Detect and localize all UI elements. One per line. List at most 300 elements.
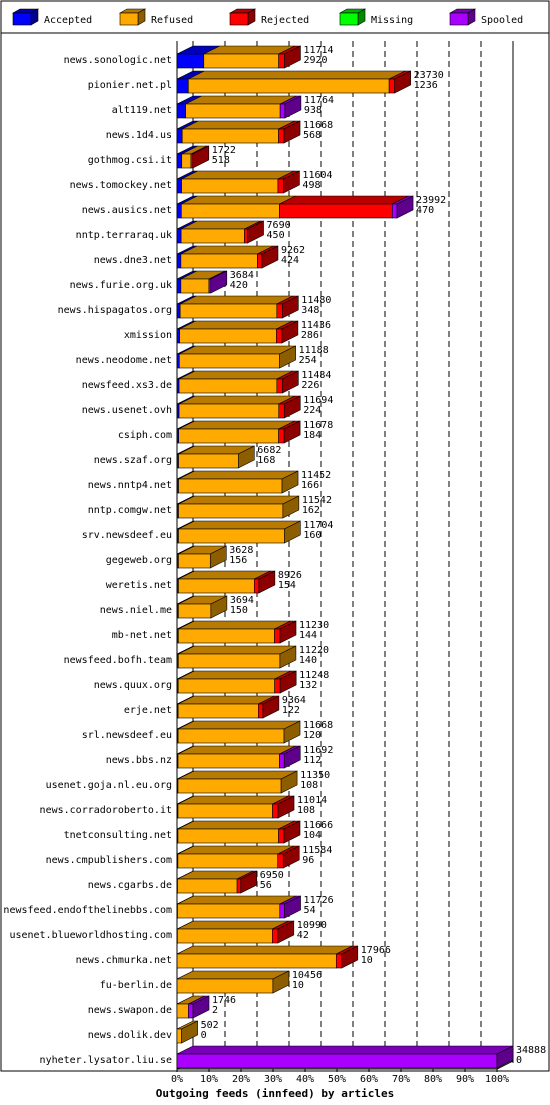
bar-row <box>177 220 291 243</box>
row-labels <box>3 55 172 1066</box>
bar-segment-top-refused <box>186 96 297 104</box>
bar-segment-refused <box>177 904 279 918</box>
bar-total-label: 11484 <box>301 370 332 381</box>
bar-total-label: 23992 <box>416 195 447 206</box>
legend-swatch <box>230 13 248 25</box>
row-label: news.bbs.nz <box>105 755 172 766</box>
row-label: xmission <box>123 330 172 341</box>
bar-total-label: 1722 <box>211 145 236 156</box>
bar-segment-accepted <box>177 304 180 318</box>
row-label: nyheter.lysator.liu.se <box>39 1055 172 1066</box>
bar-segment-rejected <box>279 429 285 443</box>
bar-accepted-label: 156 <box>229 555 248 566</box>
bar-segment-top-refused <box>182 121 294 129</box>
x-tick-label: 100% <box>484 1074 510 1085</box>
row-label: usenet.blueworldhosting.com <box>9 930 172 941</box>
bar-segment-top-refused <box>178 796 289 804</box>
bar-segment-top-refused <box>180 321 293 329</box>
row-label: news.szaf.org <box>93 455 172 466</box>
bar-segment-top-refused <box>179 346 295 354</box>
bar-row <box>177 470 331 493</box>
bar-segment-refused <box>177 929 272 943</box>
bar-total-label: 11350 <box>300 770 331 781</box>
bar-total-label: 11452 <box>301 470 332 481</box>
bar-segment-top-refused <box>178 746 295 754</box>
row-label: news.cgarbs.de <box>87 880 172 891</box>
bar-accepted-label: 424 <box>280 255 300 266</box>
bar-segment-rejected <box>258 704 263 718</box>
bar-row <box>177 70 444 93</box>
bar-accepted-label: 938 <box>303 105 322 116</box>
bar-segment-rejected <box>389 79 395 93</box>
bar-total-label: 6950 <box>259 870 284 881</box>
bar-segment-refused <box>180 304 277 318</box>
bar-segment-accepted <box>177 104 186 118</box>
bar-accepted-label: 112 <box>303 755 322 766</box>
bar-segment-top-refused <box>179 471 299 479</box>
bar-row <box>177 870 284 893</box>
bar-segment-refused <box>178 604 211 618</box>
bar-accepted-label: 168 <box>257 455 276 466</box>
bar-segment-refused <box>182 129 278 143</box>
bar-accepted-label: 0 <box>200 1030 207 1041</box>
row-label: news.hispagatos.org <box>57 305 172 316</box>
bar-row <box>177 520 333 543</box>
bar-row <box>177 620 329 643</box>
bar-segment-accepted <box>177 154 182 168</box>
bar-row <box>177 770 330 793</box>
row-label: newsfeed.endofthelinebbs.com <box>3 905 172 916</box>
row-label: news.cmpublishers.com <box>45 855 172 866</box>
x-tick-label: 90% <box>455 1074 475 1085</box>
bar-accepted-label: 108 <box>300 780 319 791</box>
bar-segment-refused <box>178 854 278 868</box>
bar-row <box>177 720 333 743</box>
bar-accepted-label: 104 <box>303 830 322 841</box>
bar-segment-rejected <box>275 629 281 643</box>
bar-segment-rejected <box>277 304 283 318</box>
bar-accepted-label: 1236 <box>413 80 438 91</box>
row-label: news.nntp4.net <box>87 480 172 491</box>
x-tick-label: 80% <box>423 1074 443 1085</box>
bar-total-label: 11714 <box>303 45 334 56</box>
row-label: news.swapon.de <box>87 1005 172 1016</box>
bar-row <box>177 1020 219 1043</box>
x-tick-label: 70% <box>391 1074 411 1085</box>
bar-accepted-label: 420 <box>229 280 248 291</box>
bar-accepted-label: 498 <box>302 180 321 191</box>
bar-accepted-label: 54 <box>303 905 316 916</box>
bar-accepted-label: 150 <box>229 605 248 616</box>
bar-row <box>177 595 254 618</box>
bar-segment-rejected <box>278 854 284 868</box>
bar-segment-rejected <box>279 204 392 218</box>
row-label: news.1d4.us <box>105 130 172 141</box>
x-tick-label: 10% <box>199 1074 219 1085</box>
bar-segment-accepted <box>177 279 181 293</box>
bar-total-label: 11692 <box>303 745 334 756</box>
bar-segment-refused <box>186 104 281 118</box>
bar-segment-refused <box>182 154 191 168</box>
x-tick-label: 20% <box>231 1074 251 1085</box>
bar-segment-top-refused <box>188 71 405 79</box>
bar-segment-top-refused <box>180 296 293 304</box>
bar-segment-rejected <box>279 129 285 143</box>
bar-total-label: 11666 <box>303 820 334 831</box>
bar-row <box>177 670 329 693</box>
bar-accepted-label: 2 <box>212 1005 219 1016</box>
bar-row <box>177 970 322 993</box>
bar-segment-rejected <box>275 679 281 693</box>
bar-accepted-label: 450 <box>266 230 285 241</box>
bar-segment-refused <box>178 729 284 743</box>
bar-segment-refused <box>178 829 279 843</box>
bar-accepted-label: 96 <box>302 855 315 866</box>
bar-segment-rejected <box>237 879 241 893</box>
row-label: erje.net <box>123 705 172 716</box>
bar-row <box>177 245 305 268</box>
bar-row <box>177 695 306 718</box>
bar-total-label: 3684 <box>229 270 254 281</box>
bar-total-label: 11764 <box>303 95 335 106</box>
bar-row <box>177 820 333 843</box>
bar-row <box>177 445 281 468</box>
bar-accepted-label: 132 <box>299 680 318 691</box>
bar-accepted-label: 144 <box>299 630 318 641</box>
bar-row <box>177 945 391 968</box>
bar-segment-rejected <box>257 254 262 268</box>
bar-row <box>177 845 332 868</box>
bar-segment-top-refused <box>178 821 295 829</box>
bar-row <box>177 570 302 593</box>
bar-segment-top-refused <box>178 646 296 654</box>
legend-swatch <box>450 13 468 25</box>
bar-row <box>177 170 333 193</box>
bar-accepted-label: 226 <box>301 380 320 391</box>
chart-legend <box>1 1 549 33</box>
bar-segment-top-refused <box>178 846 294 854</box>
row-label: news.ausics.net <box>81 205 172 216</box>
bar-segment-top-refused <box>179 421 295 429</box>
legend-label: Accepted <box>44 15 93 26</box>
bar-accepted-label: 0 <box>516 1055 523 1066</box>
row-label: alt119.net <box>111 105 172 116</box>
bar-segment-accepted <box>177 379 179 393</box>
bar-segment-rejected <box>277 379 283 393</box>
bar-accepted-label: 348 <box>301 305 320 316</box>
x-tick-label: 40% <box>295 1074 315 1085</box>
bar-segment-top-refused <box>179 396 295 404</box>
bar-segment-top-refused <box>177 946 352 954</box>
legend-label: Missing <box>371 15 414 26</box>
bar-segment-accepted <box>177 329 180 343</box>
bar-segment-accepted <box>177 79 188 93</box>
bar-segment-refused <box>181 204 279 218</box>
bar-segment-top-refused <box>178 696 274 704</box>
bar-total-label: 11480 <box>301 295 332 306</box>
bar-row <box>177 645 329 668</box>
bar-accepted-label: 160 <box>303 530 322 541</box>
bar-segment-refused <box>178 879 238 893</box>
bar-total-label: 11230 <box>299 620 330 631</box>
bar-row <box>177 295 331 318</box>
bar-accepted-label: 286 <box>300 330 319 341</box>
row-label: news.dne3.net <box>93 255 172 266</box>
bar-segment-spooled <box>392 204 397 218</box>
row-label: news.corradoroberto.it <box>39 805 172 816</box>
bar-segment-refused <box>178 804 273 818</box>
row-label: weretis.net <box>105 580 172 591</box>
row-label: fu-berlin.de <box>99 980 172 991</box>
row-label: srl.newsdeef.eu <box>81 730 172 741</box>
bar-segment-rejected <box>278 179 284 193</box>
bar-accepted-label: 108 <box>297 805 316 816</box>
bar-segment-accepted <box>177 254 181 268</box>
legend-label: Refused <box>151 15 194 26</box>
bar-segment-top-refused <box>178 721 300 729</box>
bar-accepted-label: 568 <box>303 130 322 141</box>
bar-row <box>177 495 332 518</box>
bar-segment-top-refused <box>178 771 297 779</box>
bar-segment-accepted <box>177 179 182 193</box>
bar-segment-refused <box>179 354 279 368</box>
bar-accepted-label: 10 <box>360 955 373 966</box>
bar-segment-rejected <box>272 929 278 943</box>
bar-segment-rejected <box>254 579 259 593</box>
bar-segment-spooled <box>280 904 285 918</box>
bar-segment-top-refused <box>177 971 289 979</box>
bar-total-label: 11604 <box>302 170 333 181</box>
bar-segment-refused <box>178 779 281 793</box>
bar-segment-refused <box>188 79 389 93</box>
bar-total-label: 11014 <box>297 795 328 806</box>
bar-segment-accepted <box>177 354 179 368</box>
bar-total-label: 9364 <box>281 695 306 706</box>
row-label: pionier.net.pl <box>87 80 172 91</box>
bar-accepted-label: 254 <box>298 355 317 366</box>
bar-total-label: 7690 <box>266 220 291 231</box>
x-tick-label: 0% <box>170 1074 184 1085</box>
bar-row <box>177 395 333 418</box>
bar-total-label: 11678 <box>303 420 334 431</box>
bar-segment-top-refused <box>177 896 295 904</box>
row-label: nntp.comgw.net <box>87 505 172 516</box>
bar-row <box>177 320 331 343</box>
bar-accepted-label: 166 <box>301 480 320 491</box>
bar-total-label: 11668 <box>303 120 334 131</box>
bar-total-label: 11694 <box>303 395 334 406</box>
bar-row <box>177 545 253 568</box>
row-label: news.niel.me <box>99 605 172 616</box>
bar-segment-refused <box>178 554 210 568</box>
bar-segment-top-refused <box>181 196 295 204</box>
bar-accepted-label: 56 <box>259 880 272 891</box>
bar-row <box>177 920 327 943</box>
bar-segment-refused <box>179 429 279 443</box>
row-label: newsfeed.xs3.de <box>81 380 172 391</box>
bar-segment-refused <box>178 754 279 768</box>
legend-swatch <box>120 13 138 25</box>
bar-segment-top-refused <box>178 621 290 629</box>
bar-segment-top-refused <box>177 921 288 929</box>
bar-segment-top-refused <box>179 371 293 379</box>
bar-total-label: 10990 <box>296 920 327 931</box>
bar-row <box>177 95 334 118</box>
bar-segment-refused <box>181 254 257 268</box>
bar-row <box>177 345 329 368</box>
row-label: srv.newsdeef.eu <box>81 530 172 541</box>
bar-row <box>177 795 327 818</box>
row-label: tnetconsulting.net <box>63 830 172 841</box>
bar-row <box>177 195 446 218</box>
bar-accepted-label: 154 <box>277 580 296 591</box>
bar-segment-top-spooled <box>177 1046 513 1054</box>
bar-total-label: 1746 <box>212 995 237 1006</box>
bar-total-label: 23730 <box>413 70 444 81</box>
bar-segment-refused <box>181 229 244 243</box>
bar-segment-rejected <box>279 404 285 418</box>
bar-segment-spooled <box>280 104 285 118</box>
bar-total-label: 3694 <box>229 595 254 606</box>
bar-total-label: 502 <box>200 1020 219 1031</box>
x-tick-label: 60% <box>359 1074 379 1085</box>
bar-total-label: 11584 <box>302 845 333 856</box>
bar-segment-top-refused <box>178 496 298 504</box>
bar-accepted-label: 2920 <box>303 55 328 66</box>
bar-segment-rejected <box>273 804 279 818</box>
row-label: nntp.terraraq.uk <box>75 230 172 241</box>
bar-segment-refused <box>177 954 336 968</box>
bar-segment-refused <box>177 1029 182 1043</box>
bar-segment-refused <box>180 329 277 343</box>
bar-row <box>177 1045 546 1068</box>
bar-segment-spooled <box>177 1054 497 1068</box>
bar-total-label: 9262 <box>280 245 306 256</box>
bar-accepted-label: 42 <box>296 930 309 941</box>
bar-total-label: 3628 <box>229 545 254 556</box>
bar-total-label: 10456 <box>291 970 323 981</box>
bar-segment-refused <box>178 654 280 668</box>
row-label: csiph.com <box>117 430 172 441</box>
row-label: news.dolik.dev <box>87 1030 172 1041</box>
bar-total-label: 11220 <box>298 645 330 656</box>
bar-segment-rejected <box>336 954 342 968</box>
legend-swatch <box>13 13 31 25</box>
bar-segment-refused <box>178 679 274 693</box>
legend-label: Rejected <box>261 15 310 26</box>
bar-row <box>177 745 333 768</box>
bar-segment-spooled <box>279 754 284 768</box>
bar-segment-refused <box>178 529 284 543</box>
bars-group <box>177 45 546 1068</box>
bar-total-label: 11436 <box>300 320 332 331</box>
bar-total-label: 11704 <box>303 520 334 531</box>
bar-segment-refused <box>179 379 277 393</box>
bar-segment-refused <box>177 1004 188 1018</box>
bar-segment-top-refused <box>182 171 294 179</box>
bar-accepted-label: 120 <box>303 730 322 741</box>
bar-accepted-label: 224 <box>303 405 322 416</box>
bar-accepted-label: 162 <box>301 505 320 516</box>
bar-segment-refused <box>182 179 278 193</box>
bar-total-label: 17966 <box>360 945 391 956</box>
bar-segment-top-refused <box>178 521 300 529</box>
row-label: news.usenet.ovh <box>81 405 172 416</box>
bar-total-label: 6682 <box>257 445 282 456</box>
bar-row <box>177 270 254 293</box>
bar-segment-accepted <box>177 229 181 243</box>
bar-row <box>177 420 333 443</box>
bar-total-label: 11668 <box>303 720 334 731</box>
bar-segment-accepted <box>177 129 182 143</box>
bar-accepted-label: 10 <box>291 980 304 991</box>
bar-segment-rejected <box>278 829 284 843</box>
row-label: news.chmurka.net <box>75 955 172 966</box>
bar-row <box>177 370 331 393</box>
bar-total-label: 11726 <box>303 895 334 906</box>
bar-segment-refused <box>178 579 254 593</box>
row-label: gothmog.csi.it <box>87 155 172 166</box>
bar-segment-rejected <box>244 229 247 243</box>
bar-segment-accepted <box>177 404 179 418</box>
bar-total-label: 11542 <box>301 495 332 506</box>
row-label: news.neodome.net <box>75 355 172 366</box>
x-tick-label: 50% <box>327 1074 347 1085</box>
bar-segment-accepted <box>177 54 204 68</box>
row-label: news.quux.org <box>93 680 172 691</box>
row-label: news.tomockey.net <box>69 180 172 191</box>
bar-segment-refused <box>178 629 274 643</box>
bar-segment-refused <box>178 504 282 518</box>
bar-segment-refused <box>177 979 273 993</box>
bar-accepted-label: 470 <box>416 205 435 216</box>
bar-segment-refused <box>179 404 279 418</box>
bar-accepted-label: 122 <box>281 705 300 716</box>
bar-row <box>177 120 333 143</box>
bar-row <box>177 145 236 168</box>
x-axis-label: Outgoing feeds (innfeed) by articles <box>155 1087 395 1100</box>
bar-row <box>177 895 334 918</box>
row-label: mb-net.net <box>111 630 172 641</box>
bar-segment-top-rejected <box>279 196 408 204</box>
row-label: gegeweb.org <box>105 555 172 566</box>
bar-accepted-label: 518 <box>211 155 230 166</box>
bar-accepted-label: 184 <box>303 430 322 441</box>
legend-swatch <box>340 13 358 25</box>
bar-segment-refused <box>181 279 209 293</box>
legend-label: Spooled <box>481 15 524 26</box>
bar-total-label: 11248 <box>299 670 330 681</box>
bar-segment-refused <box>179 479 283 493</box>
bar-segment-spooled <box>188 1004 193 1018</box>
bar-total-label: 34888 <box>516 1045 547 1056</box>
bar-segment-refused <box>179 454 239 468</box>
bar-row <box>177 995 236 1018</box>
bar-segment-rejected <box>279 54 285 68</box>
bar-total-label: 8926 <box>277 570 302 581</box>
bar-segment-refused <box>204 54 279 68</box>
bar-row <box>177 45 334 68</box>
row-label: news.sonologic.net <box>63 55 172 66</box>
row-label: newsfeed.bofh.team <box>63 655 172 666</box>
bar-segment-accepted <box>177 204 181 218</box>
x-tick-label: 30% <box>263 1074 283 1085</box>
bar-segment-top-refused <box>178 671 290 679</box>
bar-total-label: 11188 <box>298 345 329 356</box>
row-label: news.furie.org.uk <box>69 280 172 291</box>
bar-segment-rejected <box>276 329 282 343</box>
bar-accepted-label: 140 <box>298 655 317 666</box>
